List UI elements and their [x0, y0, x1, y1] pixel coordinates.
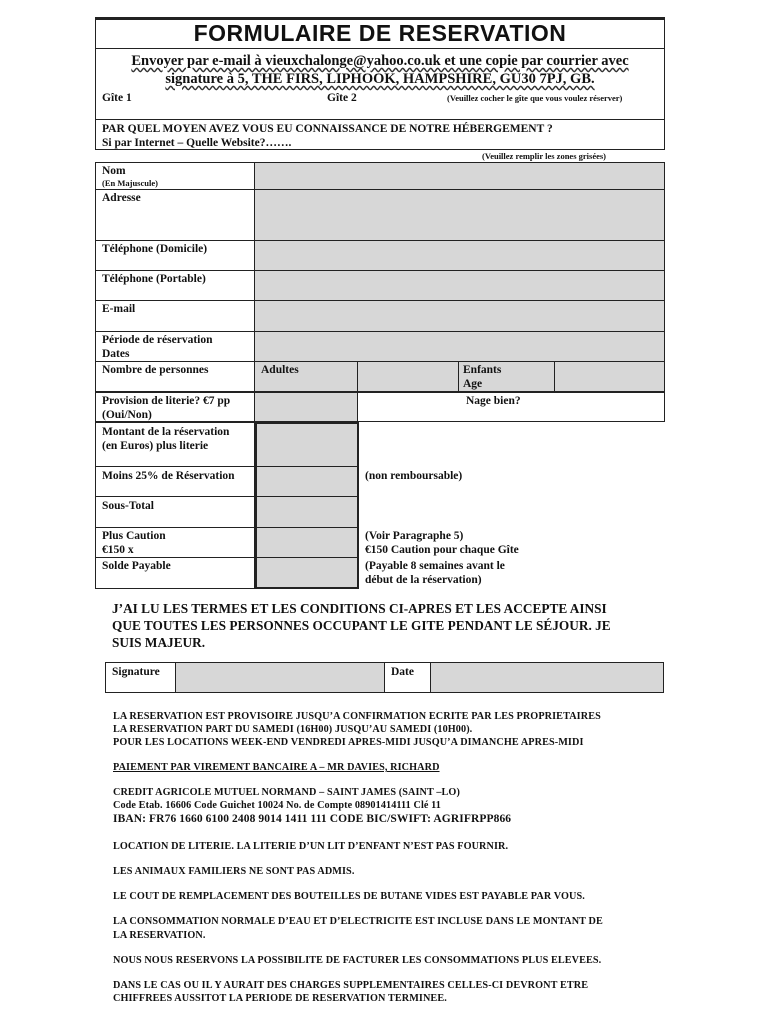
tel-portable-label: Téléphone (Portable)	[102, 273, 206, 285]
col-divider	[175, 662, 176, 693]
sous-total-label: Sous-Total	[102, 500, 154, 512]
bank-line2: Code Etab. 16606 Code Guichet 10024 No. de Compte 08901414111 Clé 11	[113, 800, 441, 811]
col-divider	[458, 362, 459, 392]
agreement-line2: QUE TOUTES LES PERSONNES OCCUPANT LE GITE PENDANT LE SÉJOUR. JE	[112, 618, 611, 633]
row-divider	[95, 331, 665, 332]
col-divider	[357, 362, 358, 422]
nom-sublabel: (En Majuscule)	[102, 178, 158, 188]
consumption-term-1: LA CONSOMMATION NORMALE D’EAU ET D’ELECTRICITE EST INCLUSE DANS LE MONTANT DE	[113, 916, 603, 927]
source-question: PAR QUEL MOYEN AVEZ VOUS EU CONNAISSANCE DE NOTRE HÉBERGEMENT ?	[102, 123, 553, 135]
col-divider	[384, 662, 385, 693]
linen-term: LOCATION DE LITERIE. LA LITERIE D’UN LIT D’ENFANT N’EST PAS FOURNIR.	[113, 841, 509, 852]
divider	[95, 119, 665, 120]
row-divider	[95, 240, 665, 241]
send-instructions-line1: Envoyer par e-mail à vieuxchalonge@yahoo.co.uk et une copie par courrier avec	[131, 53, 629, 69]
row-divider	[95, 557, 359, 558]
gite2-label[interactable]: Gîte 2	[327, 92, 357, 104]
caution-note-3: (Payable 8 semaines avant le	[365, 560, 505, 572]
dates-label: Dates	[102, 348, 130, 360]
caution-note-4: début de la réservation)	[365, 574, 482, 586]
row-divider	[95, 466, 359, 467]
row-divider	[95, 496, 359, 497]
divider	[95, 48, 665, 49]
non-remboursable-note: (non remboursable)	[365, 470, 463, 482]
montant-label: Montant de la réservation	[102, 426, 230, 438]
email-label: E-mail	[102, 303, 136, 315]
age-label: Age	[463, 378, 483, 390]
charges-term-2: CHIFFREES AUSSITOT LA PERIODE DE RESERVATION TERMINEE.	[113, 993, 447, 1004]
row-divider	[95, 189, 665, 190]
agreement-line1: J’AI LU LES TERMES ET LES CONDITIONS CI-APRES ET LES ACCEPTE AINSI	[112, 601, 607, 616]
date-label: Date	[391, 666, 414, 678]
caution-note-1: (Voir Paragraphe 5)	[365, 530, 464, 542]
terms-p1-line2: LA RESERVATION PART DU SAMEDI (16H00) JUSQU’AU SAMEDI (10H00).	[113, 724, 473, 735]
tel-domicile-label: Téléphone (Domicile)	[102, 243, 208, 255]
website-question[interactable]: Si par Internet – Quelle Website?…….	[102, 137, 292, 149]
montant-box	[255, 422, 359, 589]
pets-term: LES ANIMAUX FAMILIERS NE SONT PAS ADMIS.	[113, 866, 355, 877]
row-divider	[95, 527, 359, 528]
caution-sublabel: €150 x	[102, 544, 134, 556]
page-title: FORMULAIRE DE RESERVATION	[193, 20, 567, 46]
butane-term: LE COUT DE REMPLACEMENT DES BOUTEILLES DE BUTANE VIDES EST PAYABLE PAR VOUS.	[113, 891, 585, 902]
gite1-label[interactable]: Gîte 1	[102, 92, 132, 104]
payment-heading: PAIEMENT PAR VIREMENT BANCAIRE A – MR DAVIES, RICHARD	[113, 762, 440, 773]
enfants-label: Enfants	[463, 364, 502, 376]
nom-label: Nom	[102, 165, 126, 177]
agreement-line3: SUIS MAJEUR.	[112, 635, 206, 650]
col-divider	[554, 362, 555, 392]
row-divider	[95, 361, 665, 362]
adultes-label: Adultes	[261, 364, 299, 376]
montant-sublabel: (en Euros) plus literie	[102, 440, 209, 452]
solde-label: Solde Payable	[102, 560, 171, 572]
terms-p1-line3: POUR LES LOCATIONS WEEK-END VENDREDI APRES-MIDI JUSQU’A DIMANCHE APRES-MIDI	[113, 737, 584, 748]
signature-field[interactable]	[175, 663, 384, 692]
bank-line3: IBAN: FR76 1660 6100 2408 9014 1411 111 CODE BIC/SWIFT: AGRIFRPP866	[113, 813, 512, 825]
row-divider	[95, 270, 665, 271]
periode-label: Période de réservation	[102, 334, 213, 346]
col-divider	[430, 662, 431, 693]
terms-p1-line1: LA RESERVATION EST PROVISOIRE JUSQU’A CONFIRMATION ECRITE PAR LES PROPRIETAIRES	[113, 711, 601, 722]
moins-label: Moins 25% de Réservation	[102, 470, 235, 482]
consumption-term-2: LA RESERVATION.	[113, 930, 206, 941]
reserve-term: NOUS NOUS RESERVONS LA POSSIBILITE DE FACTURER LES CONSOMMATIONS PLUS ELEVEES.	[113, 955, 602, 966]
adresse-label: Adresse	[102, 192, 141, 204]
nage-label: Nage bien?	[466, 395, 521, 407]
nombre-label: Nombre de personnes	[102, 364, 209, 376]
row-divider	[95, 300, 665, 301]
date-field[interactable]	[430, 663, 663, 692]
signature-label: Signature	[112, 666, 160, 678]
bank-line1: CREDIT AGRICOLE MUTUEL NORMAND – SAINT JAMES (SAINT –LO)	[113, 787, 460, 798]
provision-sublabel: (Oui/Non)	[102, 409, 152, 421]
provision-label: Provision de literie? €7 pp	[102, 395, 231, 407]
fill-note: (Veuillez remplir les zones grisées)	[482, 151, 607, 161]
caution-note-2: €150 Caution pour chaque Gîte	[365, 544, 519, 556]
gite-note: (Veuillez cocher le gîte que vous voulez réserver)	[447, 93, 623, 103]
charges-term-1: DANS LE CAS OU IL Y AURAIT DES CHARGES SUPPLEMENTAIRES CELLES-CI DEVRONT ETRE	[113, 980, 589, 991]
send-instructions-line2: signature à 5, THE FIRS, LIPHOOK, HAMPSHIRE, GU30 7PJ, GB.	[165, 71, 595, 87]
caution-label: Plus Caution	[102, 530, 166, 542]
